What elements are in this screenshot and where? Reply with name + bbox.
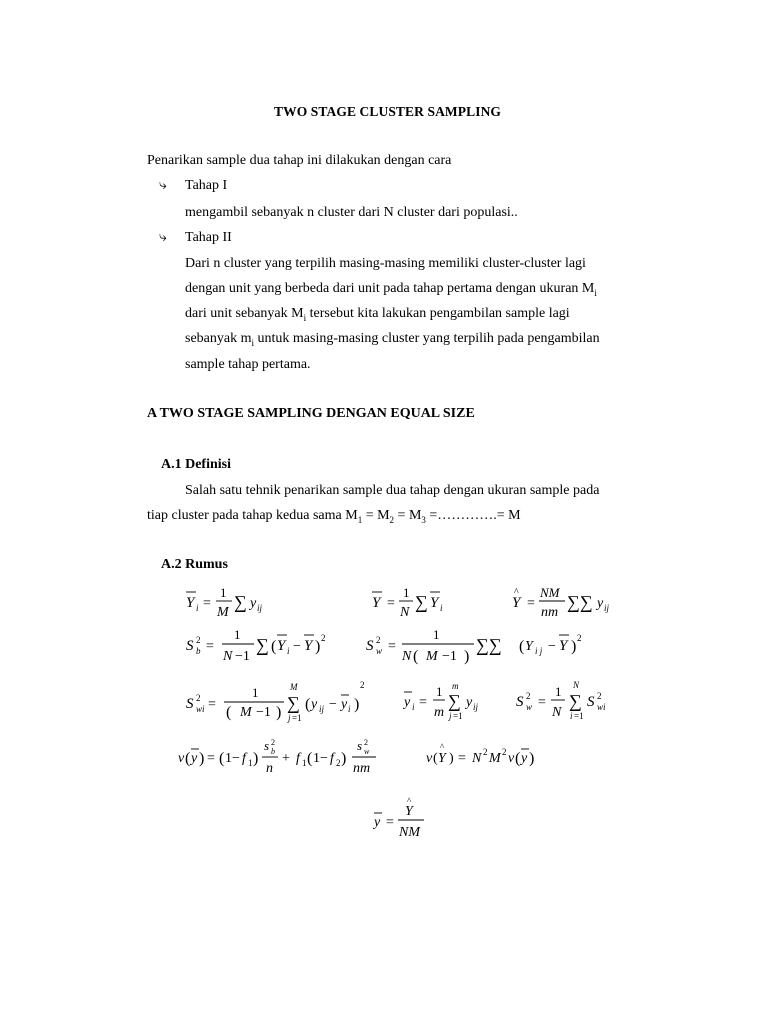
svg-text:i j: i j: [535, 646, 543, 656]
svg-text:=1: =1: [292, 713, 302, 723]
curved-arrow-icon: ⤷: [159, 229, 167, 245]
svg-text:s: s: [264, 738, 270, 753]
svg-text:−: −: [329, 697, 337, 712]
formula-variance-mean: [176, 736, 386, 787]
svg-text:+: +: [282, 751, 290, 766]
svg-text:NM: NM: [540, 585, 560, 600]
subsection-heading: A.2 Rumus: [161, 557, 228, 572]
svg-text:): ): [315, 638, 321, 655]
svg-text:−1: −1: [442, 649, 457, 664]
svg-text:(: (: [515, 750, 521, 767]
intro-text: Penarikan sample dua tahap ini dilakukan dengan cara: [147, 153, 452, 168]
svg-text:(: (: [226, 704, 232, 721]
svg-text:=: =: [208, 697, 216, 712]
svg-text:^: ^: [440, 742, 445, 752]
svg-text:−: −: [293, 639, 301, 654]
step-label: Tahap II: [185, 230, 232, 245]
svg-text:1: 1: [555, 684, 562, 699]
step-text: dengan unit yang berbeda dari unit pada tahap pertama dengan ukuran $M_i$: [185, 281, 597, 298]
formula-pooled-within-variance: [514, 678, 624, 731]
svg-text:v: v: [426, 751, 433, 766]
svg-text:2: 2: [376, 635, 381, 645]
svg-text:=1: =1: [574, 711, 584, 721]
svg-text:i: i: [196, 603, 199, 613]
svg-text:n: n: [266, 761, 273, 776]
svg-text:∑∑: ∑∑: [567, 592, 593, 612]
page-title: TWO STAGE CLUSTER SAMPLING: [274, 104, 502, 119]
svg-text:∑: ∑: [415, 592, 428, 612]
svg-text:Y: Y: [525, 639, 533, 654]
svg-text:y: y: [250, 596, 257, 611]
svg-text:S: S: [186, 638, 194, 654]
svg-text:nm: nm: [541, 605, 559, 620]
svg-text:N: N: [472, 751, 482, 766]
svg-text:1: 1: [436, 684, 443, 699]
svg-text:(: (: [413, 648, 419, 665]
svg-text:=: =: [386, 815, 394, 830]
svg-text:Y: Y: [372, 595, 381, 611]
svg-text:i: i: [412, 702, 415, 712]
svg-text:): ): [529, 750, 535, 767]
svg-text:f: f: [242, 751, 246, 766]
svg-text:w: w: [364, 747, 370, 756]
svg-text:j: j: [288, 713, 291, 723]
svg-text:S: S: [186, 696, 194, 712]
svg-text:): ): [464, 648, 470, 665]
svg-text:ij: ij: [319, 704, 325, 714]
svg-text:^: ^: [407, 796, 412, 806]
formula-sample-cluster-mean: [402, 680, 492, 731]
svg-text:y: y: [404, 695, 411, 710]
formula-total-estimator: [510, 583, 640, 628]
svg-text:f: f: [296, 751, 300, 766]
svg-text:b: b: [196, 646, 201, 656]
svg-text:): ): [354, 696, 360, 713]
svg-text:i: i: [440, 603, 443, 613]
svg-text:1−: 1−: [313, 751, 328, 766]
svg-text:S: S: [516, 694, 524, 710]
svg-text:v: v: [508, 751, 515, 766]
step-text: mengambil sebanyak n cluster dari N cluster dari populasi..: [185, 205, 518, 220]
svg-text:∑: ∑: [234, 592, 247, 612]
svg-text:S: S: [587, 694, 595, 710]
svg-text:=: =: [388, 639, 396, 654]
svg-text:M: M: [217, 605, 229, 620]
svg-text:N: N: [223, 649, 233, 664]
subsection-heading: A.1 Definisi: [161, 457, 231, 472]
svg-text:): ): [199, 750, 205, 767]
svg-text:m: m: [452, 681, 459, 691]
svg-text:s: s: [357, 738, 363, 753]
svg-text:w: w: [376, 646, 383, 656]
svg-text:i: i: [287, 646, 290, 656]
step-label: Tahap I: [185, 178, 228, 193]
svg-text:y: y: [311, 697, 318, 712]
svg-text:=: =: [207, 751, 215, 766]
svg-text:i: i: [348, 704, 351, 714]
svg-text:Y: Y: [405, 804, 413, 819]
svg-text:NM: NM: [399, 825, 420, 840]
svg-text:ij: ij: [473, 702, 479, 712]
formula-variance-total: [426, 740, 556, 781]
svg-text:=: =: [527, 596, 535, 611]
formula-mean-estimator: [372, 796, 442, 849]
svg-text:Y: Y: [430, 595, 439, 611]
svg-text:j: j: [449, 711, 452, 721]
svg-text:y: y: [521, 751, 528, 766]
svg-text:M: M: [240, 705, 252, 720]
svg-text:(: (: [271, 638, 277, 655]
svg-text:wi: wi: [196, 704, 205, 714]
svg-text:2: 2: [364, 738, 368, 747]
svg-text:1: 1: [252, 685, 259, 700]
svg-text:2: 2: [577, 633, 582, 643]
svg-text:w: w: [526, 702, 533, 712]
formula-cluster-mean: [184, 583, 294, 628]
svg-text:=: =: [387, 596, 395, 611]
svg-text:ij: ij: [604, 603, 610, 613]
svg-text:1: 1: [220, 585, 227, 600]
svg-text:∑: ∑: [256, 635, 269, 655]
svg-text:): ): [253, 750, 259, 767]
step-text: sample tahap pertama.: [185, 357, 311, 372]
formula-between-variance: [184, 623, 344, 672]
svg-text:=: =: [538, 695, 546, 710]
svg-text:2: 2: [526, 691, 531, 701]
formula-within-variance: [364, 623, 594, 672]
svg-text:−1: −1: [256, 705, 271, 720]
svg-text:2: 2: [271, 738, 275, 747]
svg-text:2: 2: [483, 747, 488, 757]
svg-text:=: =: [206, 639, 214, 654]
svg-text:y: y: [191, 751, 198, 766]
svg-text:1: 1: [433, 627, 440, 642]
svg-text:N: N: [573, 680, 580, 690]
step-text: sebanyak $m_i$ untuk masing-masing cluster yang terpilih pada pengambilan: [185, 331, 600, 348]
svg-text:∑∑: ∑∑: [476, 635, 502, 655]
svg-text:2: 2: [360, 680, 365, 690]
svg-text:y: y: [341, 697, 348, 712]
svg-text:): ): [571, 638, 577, 655]
svg-text:=: =: [203, 596, 211, 611]
svg-text:): ): [341, 750, 347, 767]
svg-text:S: S: [366, 638, 374, 654]
formula-cluster-within-variance: [184, 678, 384, 733]
svg-text:−: −: [548, 639, 556, 654]
step-text: dari unit sebanyak $M_i$ tersebut kita lakukan pengambilan sample lagi: [185, 306, 570, 323]
step-text: Dari n cluster yang terpilih masing-masing memiliki cluster-cluster lagi: [185, 256, 586, 271]
svg-text:2: 2: [336, 758, 341, 768]
svg-text:Y: Y: [277, 638, 286, 654]
svg-text:2: 2: [196, 635, 201, 645]
svg-text:N: N: [402, 649, 412, 664]
curved-arrow-icon: ⤷: [159, 177, 167, 193]
formula-overall-mean: [370, 583, 480, 628]
svg-text:nm: nm: [353, 761, 371, 776]
svg-text:i: i: [570, 711, 573, 721]
svg-text:y: y: [466, 695, 473, 710]
svg-text:2: 2: [196, 693, 201, 703]
svg-text:2: 2: [502, 747, 507, 757]
svg-text:Y: Y: [186, 595, 195, 611]
svg-text:N: N: [552, 705, 562, 720]
svg-text:b: b: [271, 747, 275, 756]
svg-text:f: f: [330, 751, 334, 766]
svg-text:∑: ∑: [448, 691, 461, 711]
svg-text:∑: ∑: [569, 691, 582, 711]
svg-text:M: M: [489, 751, 501, 766]
svg-text:y: y: [597, 596, 604, 611]
svg-text:∑: ∑: [287, 693, 300, 713]
svg-text:(: (: [433, 751, 438, 766]
svg-text:(: (: [219, 750, 225, 767]
svg-text:1: 1: [234, 627, 241, 642]
svg-text:y: y: [374, 815, 381, 830]
svg-text:2: 2: [321, 633, 326, 643]
svg-text:(: (: [307, 750, 313, 767]
svg-text:(: (: [305, 696, 311, 713]
svg-text:v: v: [178, 751, 185, 766]
svg-text:−1: −1: [235, 649, 250, 664]
svg-text:): ): [449, 751, 454, 766]
svg-text:M: M: [426, 649, 438, 664]
svg-text:Y: Y: [559, 638, 568, 654]
svg-text:): ): [276, 704, 282, 721]
definition-text: tiap cluster pada tahap kedua sama $M_1 = M_2 = M_3$ =………….= M: [147, 508, 521, 525]
svg-text:2: 2: [597, 691, 602, 701]
svg-text:=: =: [419, 695, 427, 710]
svg-text:Y: Y: [512, 595, 521, 611]
svg-text:M: M: [290, 682, 298, 692]
svg-text:N: N: [400, 605, 410, 620]
svg-text:ij: ij: [257, 603, 263, 613]
svg-text:(: (: [185, 750, 191, 767]
definition-text: Salah satu tehnik penarikan sample dua tahap dengan ukuran sample pada: [185, 483, 600, 498]
svg-text:1: 1: [302, 758, 307, 768]
svg-text:1−: 1−: [225, 751, 240, 766]
svg-text:(: (: [519, 638, 525, 655]
svg-text:Y: Y: [438, 751, 446, 766]
svg-text:=: =: [458, 751, 466, 766]
svg-text:wi: wi: [597, 702, 606, 712]
svg-text:1: 1: [248, 758, 253, 768]
svg-text:^: ^: [514, 587, 519, 598]
svg-text:m: m: [434, 705, 445, 720]
svg-text:Y: Y: [304, 638, 313, 654]
svg-text:1: 1: [403, 585, 410, 600]
svg-text:=1: =1: [453, 711, 463, 721]
section-heading: A TWO STAGE SAMPLING DENGAN EQUAL SIZE: [147, 406, 475, 421]
